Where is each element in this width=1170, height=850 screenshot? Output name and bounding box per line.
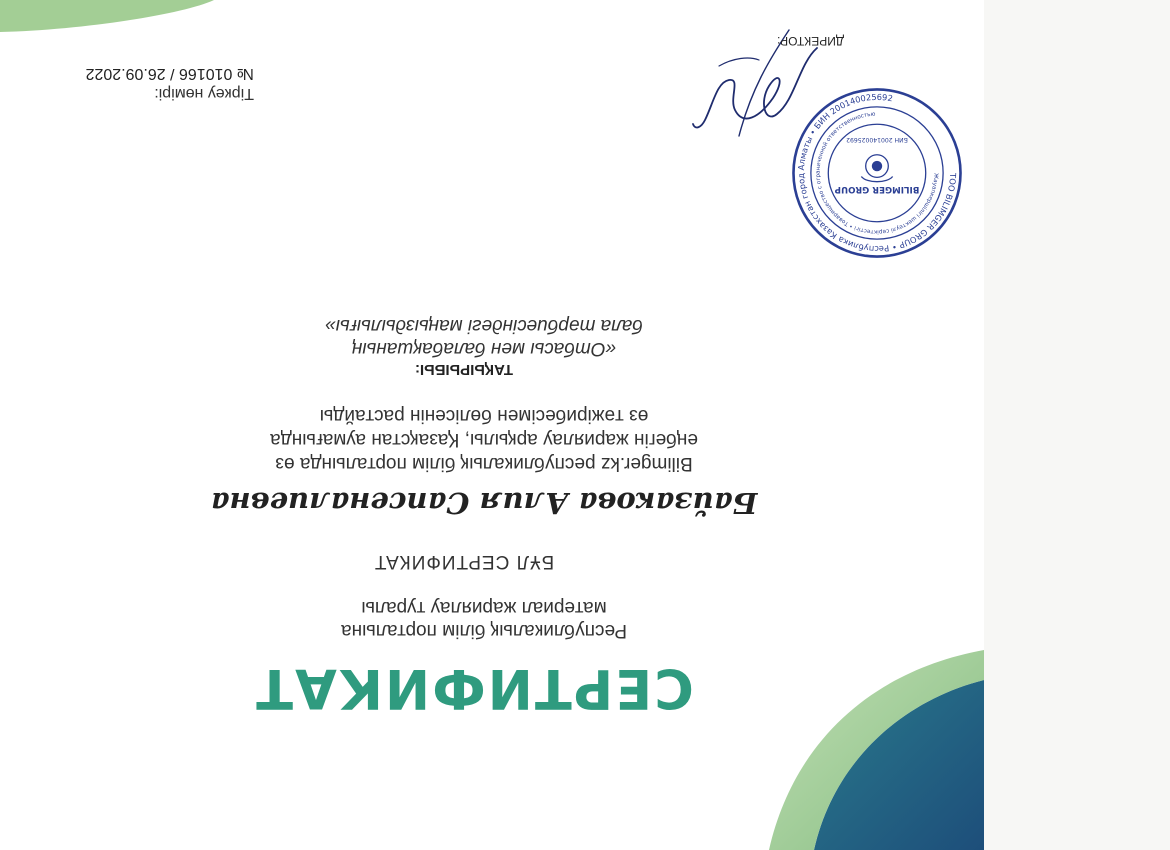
registration-label: Тіркеу нөмірі:	[154, 85, 254, 102]
registration-number: № 010166 / 26.09.2022	[85, 65, 254, 82]
certificate-subtitle	[134, 596, 834, 642]
certificate-description	[104, 403, 864, 475]
stamp-company: BILIMGER GROUP	[834, 183, 920, 194]
topic-line: бала тәрбиесіндегі маңыздылығы»	[325, 315, 643, 336]
svg-text:Жауапкершілігі шектеулі серікт	[816, 112, 939, 235]
topic-line: «Отбасы мен балабақшаның	[351, 338, 617, 359]
director-label: ДИРЕКТОР:	[777, 34, 844, 48]
this-certificate-label: БҰЛ СЕРТИФИКАТ	[373, 551, 555, 572]
stamp-bin: БИН 200140025692	[846, 136, 908, 144]
description-line: еңбегін жариялау арқылы, Қазақстан аумағында	[270, 429, 698, 450]
subtitle-line: Республикалық білім порталына	[341, 620, 627, 641]
description-line: Bilimger.kz республикалық білім порталында өз	[275, 453, 693, 474]
topic-label: ТАҚЫРЫБЫ:	[414, 361, 514, 378]
certificate-title: СЕРТИФИКАТ	[254, 657, 694, 720]
topic-text	[104, 314, 864, 360]
recipient-name: Байзакова Алия Сапсеналиевна	[210, 486, 758, 520]
stamp-inner-text: Жауапкершілігі шектеулі серіктестігі • Товарищество с ограниченной ответственностью	[815, 111, 939, 235]
description-line: өз тәжірибесімен бөлісенін растайды	[319, 405, 649, 426]
bottom-right-green-wave	[0, 0, 214, 32]
subtitle-line: материал жариялау туралы	[361, 597, 607, 618]
stamp-outer-text: ТОО BILIMGER GROUP • Республика Казахстан город Алматы • БИН 200140025692	[795, 91, 959, 255]
director-signature	[679, 10, 829, 160]
stamp-emblem	[861, 155, 892, 182]
